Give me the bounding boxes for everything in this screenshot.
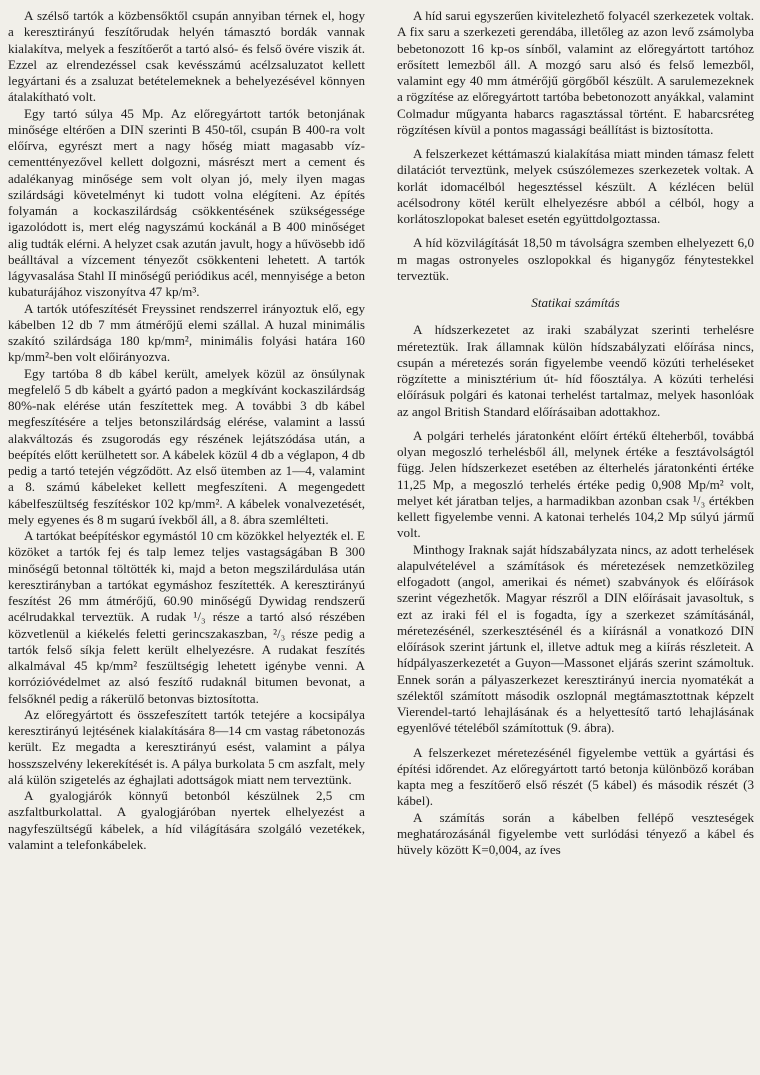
paragraph: A számítás során a kábelben fellépő veszteségek meghatározásánál figyelembe vett surlódási tényező a kábel és hüvely között K=0,004, az íves bbox=[397, 809, 754, 857]
paragraph: Egy tartó súlya 45 Mp. Az előregyártott tartók betonjának minősége eltérően a DIN szerinti B 450-től, csupán B 400-ra volt előírva, egyrészt mert a nagy hőség miatt magasabb vízcementtényezővel kellett dolgozni, másrészt mert a cement és adalékanyag minősége sem volt olyan jó, mely ilyen magas szilárdsági követelményt ki tudott volna elégíteni. Az építés folyamán a kockaszilárdság csökkentésének szükségessége igazolódott is, mert elég nagyszámú kockánál a B 400 minőséget alig tudták elérni. A helyzet csak azután javult, hogy a hűvösebb idő beálltával a vízcement tényezőt csökkenteni lehetett. A tartók lágyvasalása Stahl II minőségű periódikus acél, mennyisége a beton kubaturájához viszonyítva 47 kp/m³. bbox=[8, 105, 365, 300]
paragraph: A szélső tartók a közbensőktől csupán annyiban térnek el, hogy a keresztirányú feszítőrudak helyén támasztó bordák vannak kialakítva, melyek a feszítőerőt a tartó alsó- és felső övére viszik át. Ezzel az elrendezéssel csak kevésszámú acélzsaluzatot kellett legyártani és a zsaluzat betételemeknek a behelyezésével könnyen átalakítható volt. bbox=[8, 8, 365, 105]
paragraph: A polgári terhelés járatonként előírt értékű élteherből, továbbá olyan megoszló terhelésből áll, melynek értéke a fesztávolságtól függ. Jelen hídszerkezet esetében az élterhelés járatonkénti értéke 11,25 Mp, a megoszló terhelés értéke pedig 0,908 Mp/m² volt, melyet két járatban teljes, a harmadikban azonban csak ¹/₃ értékben kellett figyelembe venni. A katonai terhelés 104,2 Mp súlyú jármű volt. bbox=[397, 427, 754, 541]
paragraph: A híd sarui egyszerűen kivitelezhető folyacél szerkezetek voltak. A fix saru a szerkezeti gerendába, illetőleg az azon levő zsámolyba bebetonozott 16 kp-os sínből, valamint az előregyártott tartóhoz erősített lemezből áll. A mozgó saru alsó és felső lemezből, valamint egy 40 mm átmérőjű görgőből készült. A sarulemezeknek a rögzítése az előregyártott tartóba bebetonozott anyákkal, valamint Colmadur műgyanta habarcs ragasztással történt. E habarcsréteg rögzítésen kívül a pontos magassági beállítást is biztosította. bbox=[397, 8, 754, 137]
paragraph: Az előregyártott és összefeszített tartók tetejére a kocsipálya keresztirányú lejtésének kialakítására 8—14 cm vastag rábetonozás került. Ez megadta a keresztirányú esést, valamint a pálya hosszszelvény lekerekítését is. A pálya burkolata 5 cm aszfalt, mely alá külön szigetelés az éghajlati adottságok miatt nem terveztünk. bbox=[8, 706, 365, 787]
right-column bbox=[397, 8, 754, 1070]
section-heading: Statikai számítás bbox=[531, 295, 620, 310]
paragraph: A tartók utófeszítését Freyssinet rendszerrel irányoztuk elő, egy kábelben 12 db 7 mm átmérőjű elemi szállal. A huzal minimális szakító szilárdsága 180 kp/mm², minimális folyási határa 160 kp/mm²-ben volt előirányozva. bbox=[8, 300, 365, 365]
paragraph: A híd közvilágítását 18,50 m távolságra szemben elhelyezett 6,0 m magas ostronyeles oszlopokkal és higanygőz fénytestekkel terveztük. bbox=[397, 235, 754, 283]
paragraph: A hídszerkezetet az iraki szabályzat szerinti terhelésre méreteztük. Irak államnak külön hídszabályzati előírása nincs, csupán a méretezés során figyelembe veendő közúti terheléseket rögzítette a minisztérium út- híd főosztálya. A közúti terhelési előírásuk polgári és katonai terhelést tartalmaz, melyek hasonlóak az angol British Standard előírásaiban adottakhoz. bbox=[397, 322, 754, 419]
paragraph: A felszerkezet kéttámaszú kialakítása miatt minden támasz felett dilatációt terveztünk, melyek csúszólemezes szerkezetek voltak. A korlát idomacélból hegesztéssel készült. A kézlécen belül acélsodrony kötél került elhelyezésre abból a célból, hogy a korlátoszlopokat baleset esetén együttdolgoztassa. bbox=[397, 146, 754, 226]
paragraph: A felszerkezet méretezésénél figyelembe vettük a gyártási és építési időrendet. Az előregyártott tartó betonja különböző korában kapta meg a feszítőerő első részét (5 kábel) és második részét (3 kábel). bbox=[397, 744, 754, 809]
paragraph: Minthogy Iraknak saját hídszabályzata nincs, az adott terhelések alapulvételével a számítások és méretezések nemzetközileg elfogadott (angol, amerikai és német) szabványok és előírások szerint végezhetők. Magyar részről a DIN előírásait javasoltuk, s ezt az iraki fél el is fogadta, így a szerkezet számításánál, méretezésénél, szerkesztésénél és a kiírásnál a vonatkozó DIN előírások szerint jártunk el, illetve adtuk meg a kiírás részleteit. A hídpályaszerkezetét a Guyon—Massonet eljárás szerint számoltuk. Ennek során a pályaszerkezet keresztirányú inercia nyomatékát a szélektől számított második oszlopnál megtámasztottnak képzelt Vierendel-tartó lehajlásának és a helyettesítő tartó lehajlásának egyenlővé tételéből számítottuk (9. ábra). bbox=[397, 541, 754, 736]
left-column bbox=[8, 8, 365, 1070]
paragraph: Egy tartóba 8 db kábel került, amelyek közül az önsúlynak megfelelő 5 db kábelt a gyártó padon a megkívánt kockaszilárdság 80%-nak elérése után feszítettek meg. A további 3 db kábel megfeszítésére a teljes betonszilárdság elérése, valamint a lassú alakváltozás és zsugorodás egy részének lejátszódása után, a beépítés előtt kerülhetett sor. A kábelek közül 4 db a véglapon, 4 db pedig a tartó tetején végződött. Az első ütemben az 1—4, valamint a 8. számú kábeleket kellett megfeszíteni. A megengedett kábelfeszültség feszítéskor 102 kp/mm². A kábelek vonalvezetését, mely egyenes és 8 m sugarú ívekből áll, a 8. ábra szemlélteti. bbox=[8, 365, 365, 527]
paragraph: A gyalogjárók könnyű betonból készülnek 2,5 cm aszfaltburkolattal. A gyalogjáróban nyertek elhelyezést a nagyfeszültségű kábelek, a híd világítására szolgáló vezetékek, valamint a telefonkábelek. bbox=[8, 788, 365, 852]
paragraph: A tartókat beépítéskor egymástól 10 cm közökkel helyezték el. E közöket a tartók fej és talp lemez teljes vastagságában B 300 minőségű betonnal töltötték ki, majd a beton megszilárdulása után keresztirányban a tartókat egymáshoz feszítették. A keresztirányú feszítést 26 mm átmérőjű, 60.90 minőségű Dywidag rendszerű acélrudakkal terveztük. A rudak ¹/₃ része a tartó alsó részében közvetlenül a kiékelés feletti gerincszakaszban, ²/₃ része pedig a tartók felső síkja felett került elhelyezésre. A rudakat feszítés alkalmával 45 kp/mm² feszültségig lehetett igénybe venni. A korrózióvédelmet az alsó feszítő rudaknál bitumen bevonat, a felsőknél pedig a rákerülő betonvas biztosította. bbox=[8, 528, 365, 706]
